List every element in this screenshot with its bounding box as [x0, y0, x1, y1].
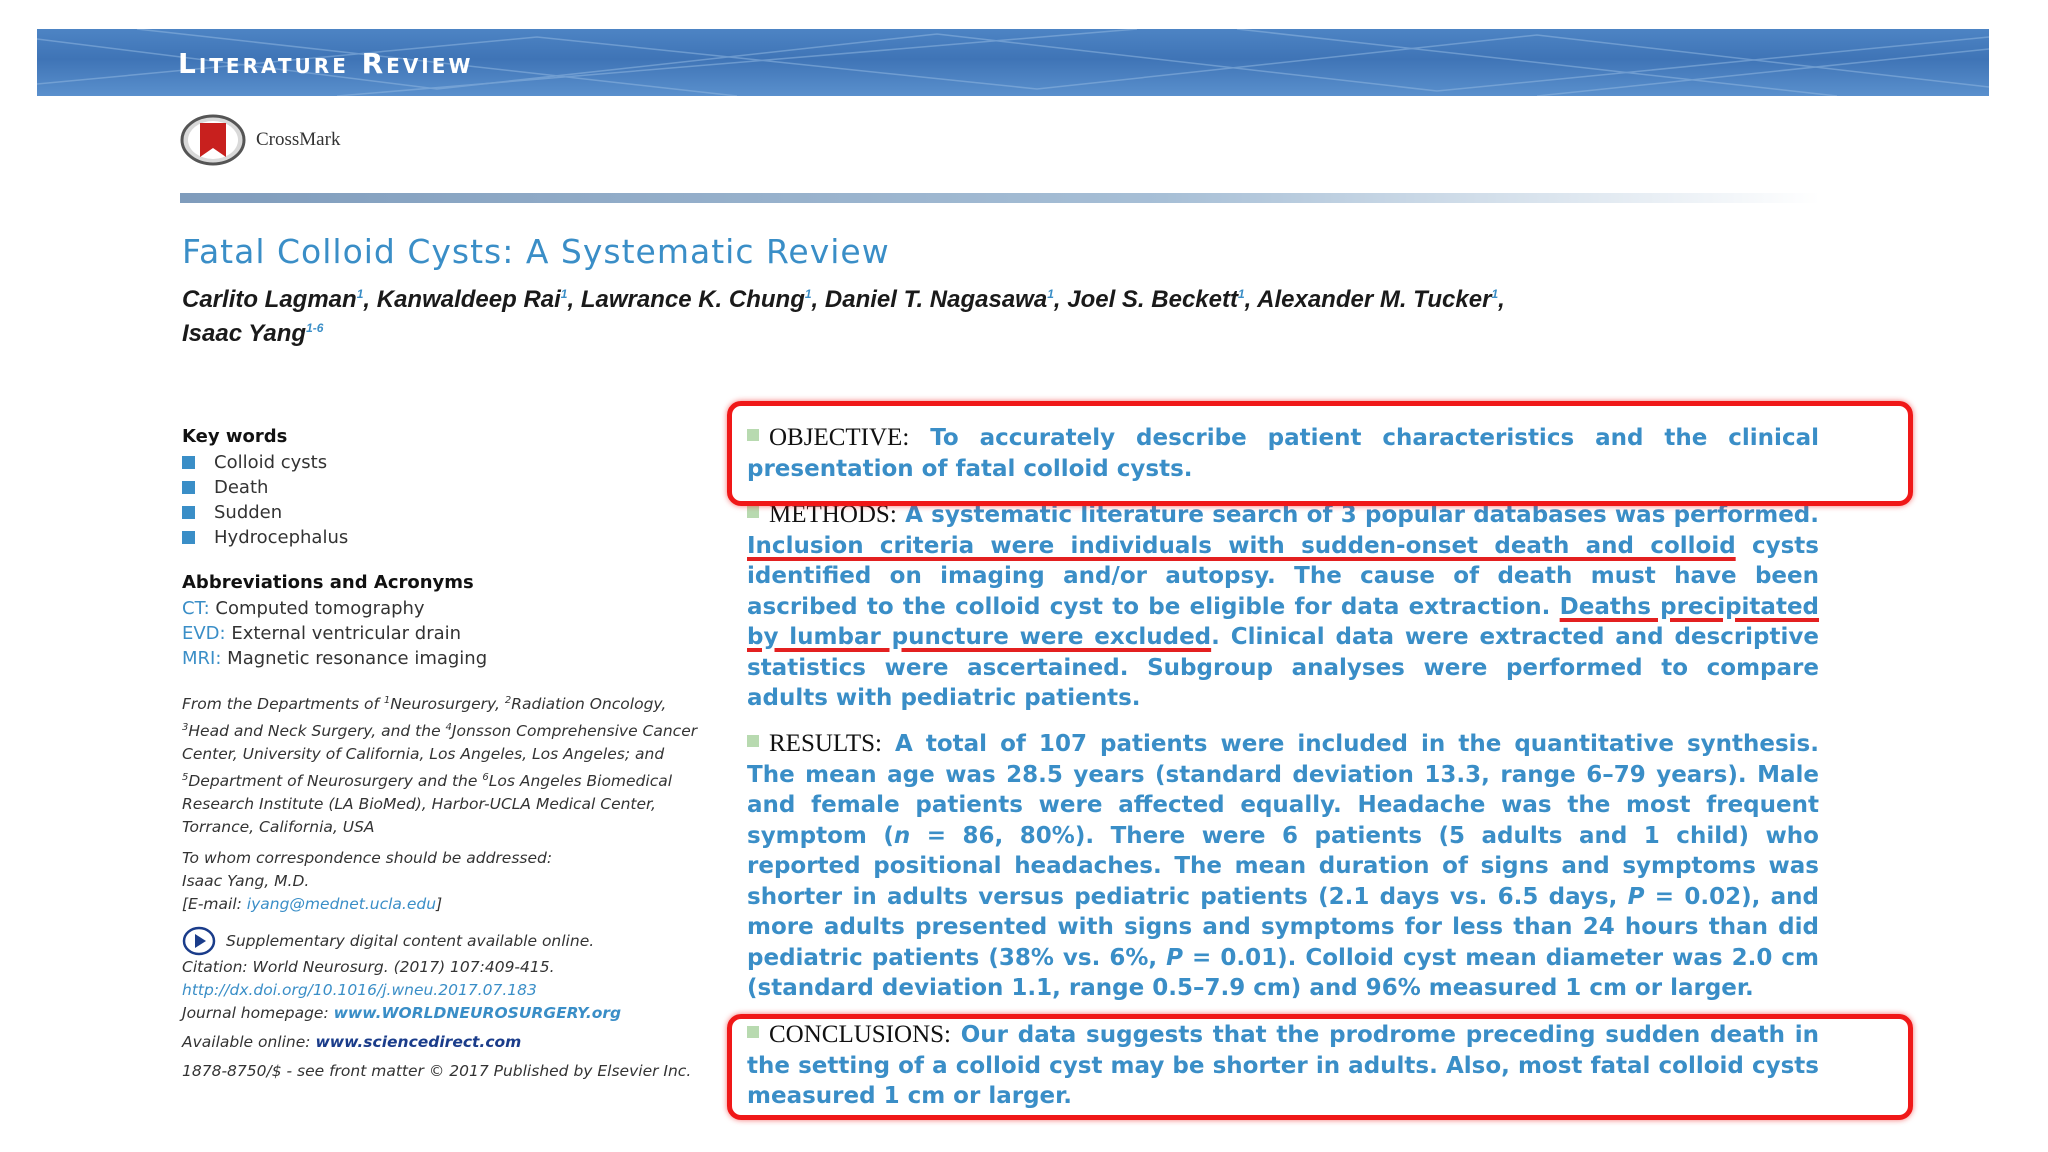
email-link[interactable]: iyang@mednet.ucla.edu [246, 895, 437, 914]
affiliation-sup: 5 [182, 772, 189, 784]
author-affiliation-sup: 1 [1491, 287, 1499, 301]
abbreviation-code: MRI [182, 648, 216, 669]
square-bullet-icon [182, 481, 195, 494]
conclusions-label: CONCLUSIONS: [769, 1021, 951, 1048]
article-title: Fatal Colloid Cysts: A Systematic Review [182, 232, 890, 271]
abbreviation-item [182, 621, 702, 646]
author-list [182, 280, 1842, 348]
square-bullet-icon [182, 531, 195, 544]
abbreviation-colon: : [215, 648, 222, 669]
keyword-item [182, 450, 702, 475]
email-suffix: ] [436, 895, 443, 914]
keyword-item [182, 500, 702, 525]
author-affiliation-sup: 1 [356, 287, 364, 301]
correspondence-name: Isaac Yang, M.D. [182, 872, 310, 891]
available-label: Available online: [182, 1033, 316, 1052]
methods-text: . Clinical data were extracted and descriptive statistics were ascertained. Subgroup analyses were performed to compare adults with pediatric patients. [747, 624, 1819, 711]
square-bullet-icon [182, 456, 195, 469]
supplementary-text: Supplementary digital content available online. [226, 932, 595, 951]
affiliation-sup: 6 [482, 772, 489, 784]
methods-label: METHODS: [769, 501, 897, 528]
affiliation-part: Department of Neurosurgery and the [188, 772, 483, 791]
affiliation-sup: 1 [383, 695, 391, 706]
author-affiliation-sup: 1-6 [306, 321, 324, 335]
results-text: = 86, 80%). There were 6 patients (5 adults and 1 child) who reported positional headaches. The mean duration of signs and symptoms was shorter in adults versus pediatric patients (2.1 days vs. 6.5 days, [747, 822, 1819, 910]
keyword-item [182, 525, 702, 550]
affiliation-text [182, 689, 702, 839]
square-bullet-icon [182, 506, 195, 519]
methods-text: cysts identified on imaging and/or autopsy. The cause of death must have been ascribed to the colloid cyst to be eligible for data extraction. [747, 532, 1819, 620]
abstract-methods [747, 500, 1819, 714]
affiliation-part: Neurosurgery, [390, 695, 505, 714]
sidebar-metadata [182, 426, 702, 1083]
abbreviation-text: Magnetic resonance imaging [221, 648, 488, 669]
author-name: Alexander M. Tucker [1257, 286, 1492, 313]
available-online-row [182, 1031, 702, 1054]
literature-review-banner [37, 29, 1989, 96]
keyword-item [182, 475, 702, 500]
results-label: RESULTS: [769, 730, 883, 757]
affiliation-prefix: From the Departments of [182, 695, 384, 714]
supplementary-content-link[interactable] [182, 926, 702, 956]
sciencedirect-link[interactable]: www.sciencedirect.com [315, 1033, 522, 1052]
header-divider [180, 193, 1820, 203]
keyword-label: Sudden [214, 502, 283, 523]
doi-row [182, 979, 702, 1002]
abbreviation-colon: : [203, 598, 210, 619]
conclusions-text: Our data suggests that the prodrome preceding sudden death in the setting of a colloid cyst may be shorter in adults. Also, most fatal colloid cysts measured 1 cm or larger. [747, 1022, 1819, 1109]
affiliation-part: Head and Neck Surgery, and the [188, 722, 446, 741]
crossmark-link[interactable] [180, 114, 340, 166]
crossmark-label: CrossMark [256, 129, 341, 150]
affiliation-sup: 2 [504, 695, 512, 706]
affiliation-sup: 4 [445, 722, 452, 734]
crossmark-icon [180, 114, 246, 166]
affiliation-part: Los Angeles Biomedical Research Institute (LA BioMed), Harbor-UCLA Medical Center, Torrance, California, USA [182, 772, 673, 837]
author-separator: , [567, 286, 575, 313]
copyright-text: 1878-8750/$ - see front matter © 2017 Published by Elsevier Inc. [182, 1062, 692, 1081]
author-affiliation-sup: 1 [804, 287, 812, 301]
keyword-label: Colloid cysts [214, 452, 328, 473]
abbreviations-heading: Abbreviations and Acronyms [182, 572, 474, 593]
author-separator: , [1244, 286, 1252, 313]
results-p-symbol: P [1166, 944, 1184, 971]
citation-text: Citation: World Neurosurg. (2017) 107:409-415. [182, 958, 555, 977]
correspondence-email-row [182, 893, 702, 916]
homepage-link[interactable]: www.WORLDNEUROSURGERY.org [333, 1004, 622, 1023]
keyword-label: Hydrocephalus [214, 527, 349, 548]
author-affiliation-sup: 1 [1237, 287, 1245, 301]
author-separator: , [363, 286, 371, 313]
affiliation-sup: 3 [182, 722, 189, 734]
author-separator: , [1053, 286, 1061, 313]
methods-underlined-exclusion: Deaths precipitated by lumbar puncture were excluded [747, 593, 1820, 650]
abstract-results [747, 729, 1819, 1004]
affiliation-part: Radiation Oncology, [511, 695, 667, 714]
results-text: = 0.01). Colloid cyst mean diameter was 2.0 cm (standard deviation 1.1, range 0.5–7.9 cm) and 96% measured 1 cm or larger. [747, 944, 1819, 1001]
affiliation-part: Jonsson Comprehensive Cancer Center, University of California, Los Angeles, Los Angeles; and [182, 722, 698, 764]
abbreviation-item [182, 596, 702, 621]
abbreviation-colon: : [219, 623, 226, 644]
results-text: = 0.02), and more adults presented with signs and symptoms for less than 24 hours than did pediatric patients (38% vs. 6%, [747, 883, 1819, 971]
author-separator: , [811, 286, 819, 313]
methods-text: A systematic literature search of 3 popular databases was performed. [905, 502, 1819, 528]
author-name: Kanwaldeep Rai [376, 286, 561, 313]
abbreviation-code: EVD [182, 623, 220, 644]
play-circle-icon [182, 926, 216, 956]
abbreviation-item [182, 646, 702, 671]
objective-text: To accurately describe patient characteristics and the clinical presentation of fatal colloid cysts. [747, 425, 1819, 482]
results-n-symbol: n [893, 822, 911, 849]
author-name: Isaac Yang [182, 320, 307, 347]
keyword-label: Death [214, 477, 269, 498]
homepage-label: Journal homepage: [182, 1004, 334, 1023]
keywords-heading: Key words [182, 426, 288, 447]
email-prefix: [E-mail: [182, 895, 247, 914]
section-bullet-icon [747, 506, 759, 518]
methods-underlined-inclusion: Inclusion criteria were individuals with sudden-onset death and colloid [747, 532, 1736, 559]
section-bullet-icon [747, 735, 759, 747]
author-name: Carlito Lagman [182, 286, 357, 313]
author-affiliation-sup: 1 [1047, 287, 1054, 301]
banner-title: Literature Review [178, 47, 474, 80]
doi-link[interactable]: http://dx.doi.org/10.1016/j.wneu.2017.07.183 [182, 981, 537, 1000]
abstract-conclusions [747, 1020, 1819, 1112]
abbreviation-code: CT [182, 598, 204, 619]
abbreviation-text: External ventricular drain [225, 623, 462, 644]
journal-homepage-row [182, 1002, 702, 1025]
section-bullet-icon [747, 1026, 759, 1038]
results-text: A total of 107 patients were included in the quantitative synthesis. The mean age was 28.5 years (standard deviation 13.3, range 6–79 years). Male and female patients were affected equally. Headache was the most frequent symptom ( [747, 731, 1819, 849]
author-name: Joel S. Beckett [1067, 286, 1238, 313]
objective-label: OBJECTIVE: [769, 424, 910, 451]
abbreviation-text: Computed tomography [209, 598, 425, 619]
author-affiliation-sup: 1 [560, 287, 568, 301]
author-name: Daniel T. Nagasawa [824, 286, 1048, 313]
author-name: Lawrance K. Chung [580, 286, 805, 313]
abstract-objective [747, 423, 1819, 484]
author-separator: , [1498, 286, 1505, 313]
results-p-symbol: P [1627, 883, 1645, 910]
section-bullet-icon [747, 429, 759, 441]
correspondence-line: To whom correspondence should be addressed: [182, 849, 553, 868]
